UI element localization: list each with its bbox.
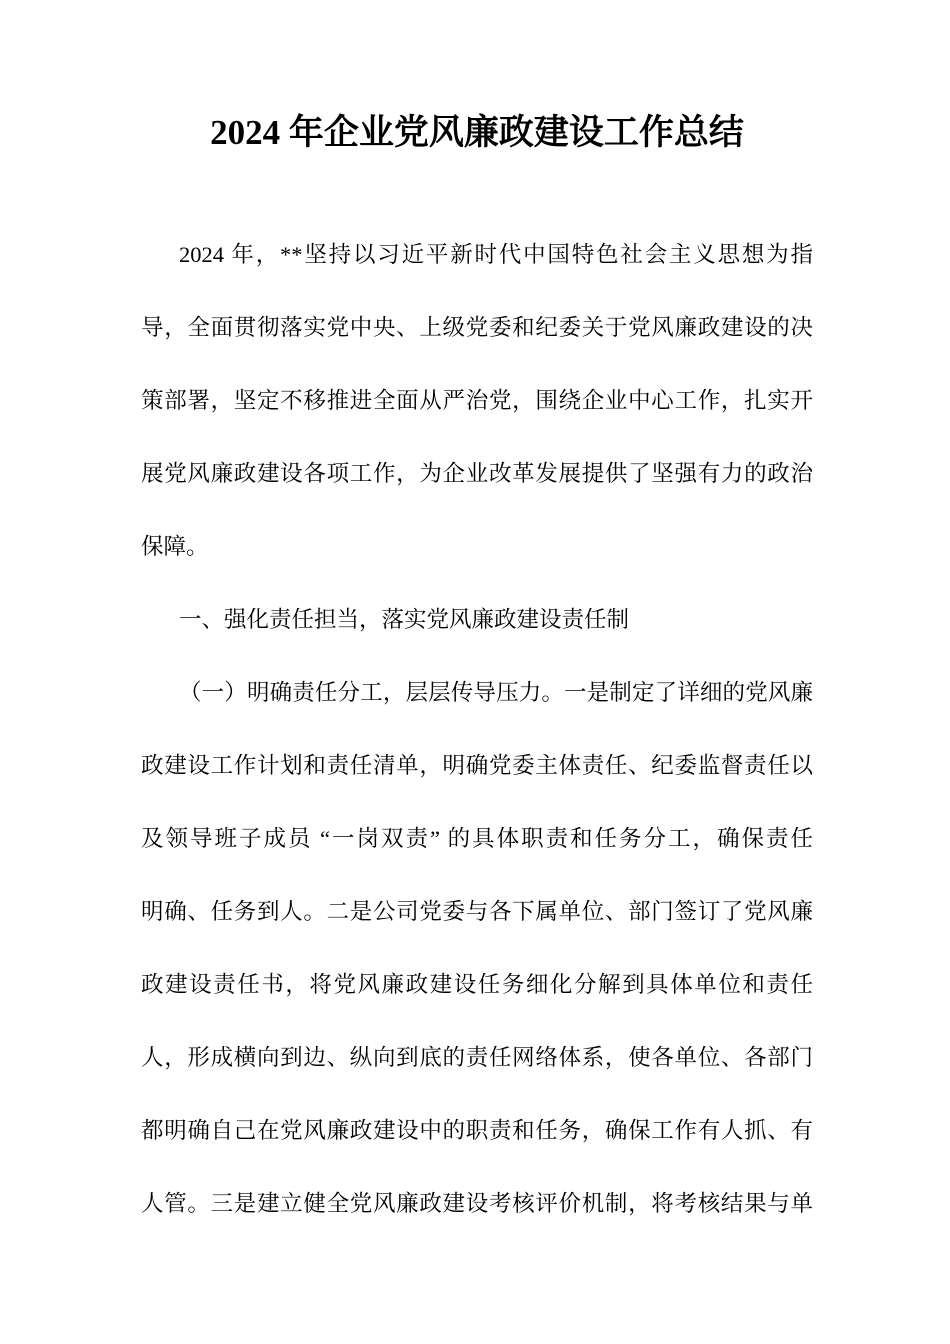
document-content [141, 0, 813, 1240]
paragraph-line: （一）明确责任分工，层层传导压力。一是制定了详细的党风廉 [179, 680, 813, 705]
paragraph-line: 都明确自己在党风廉政建设中的职责和任务，确保工作有人抓、有 [141, 1118, 813, 1143]
paragraph-line: 2024 年，**坚持以习近平新时代中国特色社会主义思想为指 [179, 242, 813, 267]
document-title: 2024 年企业党风廉政建设工作总结 [210, 113, 744, 152]
paragraph-line: 策部署，坚定不移推进全面从严治党，围绕企业中心工作，扎实开 [141, 388, 813, 413]
paragraph-line: 政建设工作计划和责任清单，明确党委主体责任、纪委监督责任以 [141, 753, 813, 778]
paragraph-line: 明确、任务到人。二是公司党委与各下属单位、部门签订了党风廉 [141, 899, 813, 924]
paragraph-line: 人管。三是建立健全党风廉政建设考核评价机制，将考核结果与单 [141, 1191, 813, 1216]
paragraph-line: 导，全面贯彻落实党中央、上级党委和纪委关于党风廉政建设的决 [141, 315, 813, 340]
paragraph-line: 及领导班子成员 “一岗双责” 的具体职责和任务分工，确保责任 [141, 826, 813, 851]
section-heading-line: 一、强化责任担当，落实党风廉政建设责任制 [179, 607, 630, 632]
document-body [141, 218, 813, 1240]
paragraph-line: 保障。 [141, 534, 209, 559]
paragraph-line: 政建设责任书，将党风廉政建设任务细化分解到具体单位和责任 [141, 972, 813, 997]
paragraph-line: 展党风廉政建设各项工作，为企业改革发展提供了坚强有力的政治 [141, 461, 813, 486]
paragraph-line: 人，形成横向到边、纵向到底的责任网络体系，使各单位、各部门 [141, 1045, 813, 1070]
